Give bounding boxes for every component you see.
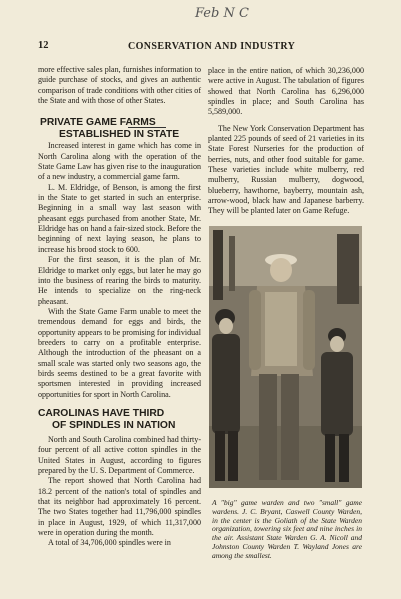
section-divider bbox=[128, 127, 166, 128]
handwritten-annotation: Feb N C bbox=[195, 6, 249, 21]
article2-paragraph: North and South Carolina combined had thirty-four percent of all active cotton spindles in the United States in August, according to figures prepared by the U. S. Department of Commerce. bbox=[38, 434, 201, 475]
article2-title-line1: CAROLINAS HAVE THIRD bbox=[38, 407, 165, 419]
right-column bbox=[208, 66, 364, 217]
article1-title-line1: PRIVATE GAME FARMS bbox=[40, 117, 156, 129]
journal-title: CONSERVATION AND INDUSTRY bbox=[128, 41, 296, 52]
article2-paragraph: A total of 34,706,000 spindles were in bbox=[48, 538, 171, 548]
article2-title-line2: OF SPINDLES IN NATION bbox=[52, 419, 176, 431]
right-paragraph: The New York Conservation Department has planted 225 pounds of seed of 21 varieties in its State Forest Nurseries for the production of berries, nuts, and other food suitable for game. These varieties include white mulberry, red mulberry, Russian mulberry, dogwood, blueberry, hawthorne, bayberry, mountain ash, arrow-wood, black haw and Japanese barberry. They will be planted later on Game Refuge. bbox=[208, 123, 364, 216]
article1-paragraph: L. M. Eldridge, of Benson, is among the first in the State to get started in such an enterprise. Beginning in a small way last season with pheasant eggs purchased from another State, Mr. Eldridge has on hand a fair-sized stock. Before the beginning of next laying season, he plans to increase his brood stock to 600. bbox=[38, 182, 201, 254]
left-column bbox=[38, 65, 201, 549]
page-number: 12 bbox=[38, 40, 49, 51]
article1-paragraph: For the first season, it is the plan of Mr. Eldridge to market only eggs, but later he may go into the business of rearing the birds to maturity. He intends to specialize on the ring-neck pheasant. bbox=[38, 255, 201, 306]
photo-caption: A "big" game warden and two "small" game wardens. J. C. Bryant, Caswell County Warden, in the center is the Goliath of the State Warden organization, towering six feet and nine inches in the air. Assistant State Warden G. A. Nicoll and Johnston County Warden T. Wayland Jones are among the smallest. bbox=[212, 498, 362, 560]
article2-paragraph: The report showed that North Carolina had 18.2 percent of the nation's total of spindles and that its neighbor had approximately 16 percent. The two States together had 11,796,000 spindles in place in August, 1929, of which 11,317,000 were in operation during the month. bbox=[38, 476, 201, 538]
article1-title-line2: ESTABLISHED IN STATE bbox=[59, 129, 180, 141]
article1-paragraph: Increased interest in game which has come in North Carolina along with the operation of the State Game Law has given rise to the inauguration of a new industry, a commercial game farm. bbox=[38, 141, 201, 182]
photograph bbox=[209, 226, 362, 488]
right-paragraph: place in the entire nation, of which 30,236,000 were active in August. The tabulation of figures showed that North Carolina has 6,296,000 spindles in place; and South Carolina has 5,589,000. bbox=[208, 66, 364, 117]
article1-paragraph: With the State Game Farm unable to meet the tremendous demand for eggs and birds, the opportunity appears to be promising for individual breeders to carry on a profitable enterprise. Although the introduction of the pheasant on a small scale was started only two seasons ago, the birds seems destined to be a great favorite with sportsmen interested in providing increased opportunities for sport in North Carolina. bbox=[38, 306, 201, 399]
intro-paragraph: more effective sales plan, furnishes information to guide purchase of stocks, and gives an authentic comparison of trade conditions with other cities of the State and with those of other States. bbox=[38, 65, 201, 106]
